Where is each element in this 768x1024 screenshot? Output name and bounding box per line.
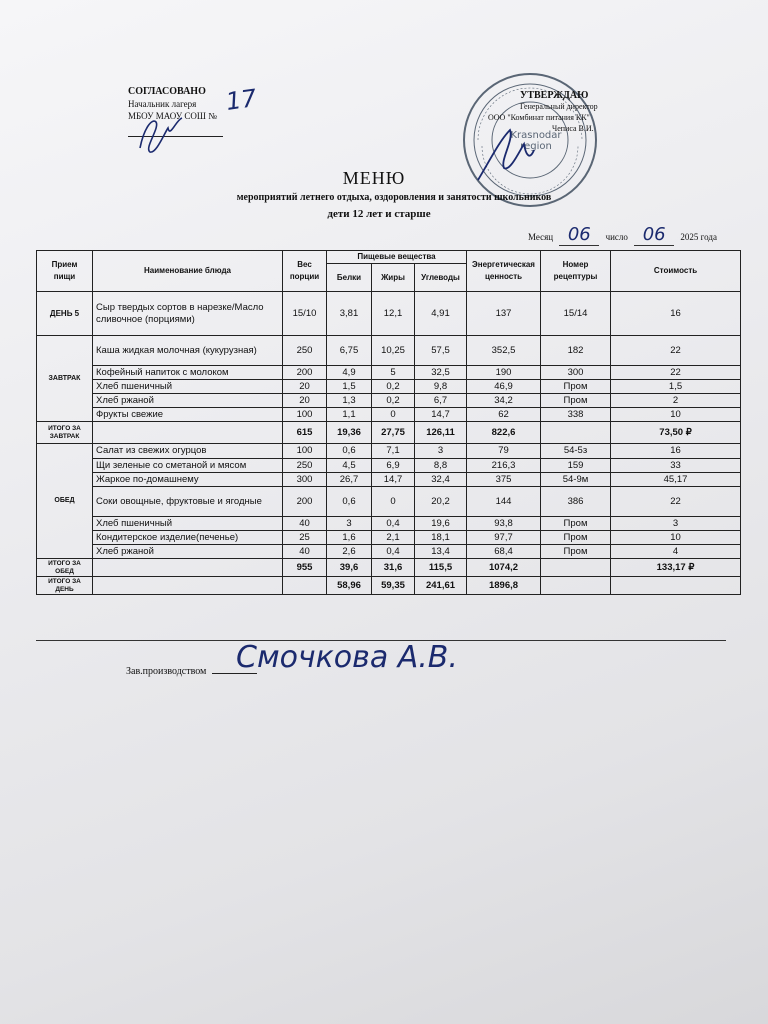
cell-recipe: 15/14 bbox=[541, 292, 611, 336]
school-number-handwritten: 17 bbox=[224, 84, 259, 116]
approval-title-right: УТВЕРЖДАЮ bbox=[520, 90, 589, 101]
table-row bbox=[37, 545, 741, 559]
cell-recipe: Пром bbox=[541, 517, 611, 531]
cell-weight: 25 bbox=[283, 531, 327, 545]
table-row bbox=[37, 394, 741, 408]
day-value: 06 bbox=[634, 224, 674, 246]
cell-protein: 1,5 bbox=[327, 380, 372, 394]
cell-recipe: Пром bbox=[541, 380, 611, 394]
cell-protein: 0,6 bbox=[327, 444, 372, 459]
footer-label: Зав.производством bbox=[126, 666, 207, 677]
year-label: 2025 года bbox=[680, 232, 717, 242]
cell-recipe: 54-5з bbox=[541, 444, 611, 459]
table-row bbox=[37, 444, 741, 459]
cell-recipe: 54-9м bbox=[541, 473, 611, 487]
approval-position-right: Генеральный директор bbox=[520, 102, 598, 111]
cell-energy: 46,9 bbox=[467, 380, 541, 394]
table-row bbox=[37, 473, 741, 487]
signature-left-icon bbox=[130, 108, 190, 158]
table-row bbox=[37, 517, 741, 531]
cell-fat: 0 bbox=[372, 487, 415, 517]
cell-protein: 2,6 bbox=[327, 545, 372, 559]
cell-cost: 133,17 ₽ bbox=[611, 559, 741, 577]
cell-energy: 190 bbox=[467, 366, 541, 380]
cell-fat: 0,4 bbox=[372, 545, 415, 559]
table-row-total bbox=[37, 559, 741, 577]
month-value: 06 bbox=[559, 224, 599, 246]
cell-weight: 300 bbox=[283, 473, 327, 487]
cell-fat: 12,1 bbox=[372, 292, 415, 336]
dish-name: Каша жидкая молочная (кукурузная) bbox=[93, 336, 283, 366]
cell-protein: 26,7 bbox=[327, 473, 372, 487]
cell-weight: 615 bbox=[283, 422, 327, 444]
cell-fat: 5 bbox=[372, 366, 415, 380]
cell-carbs: 57,5 bbox=[415, 336, 467, 366]
cell-energy: 97,7 bbox=[467, 531, 541, 545]
cell-carbs: 20,2 bbox=[415, 487, 467, 517]
dish-name: Салат из свежих огурцов bbox=[93, 444, 283, 459]
cell-weight: 200 bbox=[283, 487, 327, 517]
cell-fat: 59,35 bbox=[372, 577, 415, 595]
cell-weight: 20 bbox=[283, 394, 327, 408]
cell-energy: 352,5 bbox=[467, 336, 541, 366]
cell-energy: 93,8 bbox=[467, 517, 541, 531]
header-recipe: Номер рецептуры bbox=[541, 251, 611, 292]
dish-name: Сыр твердых сортов в нарезке/Масло сливочное (порциями) bbox=[93, 292, 283, 336]
day-label: ДЕНЬ 5 bbox=[37, 292, 93, 336]
cell-energy: 822,6 bbox=[467, 422, 541, 444]
cell-weight: 40 bbox=[283, 545, 327, 559]
cell-protein: 6,75 bbox=[327, 336, 372, 366]
cell-protein: 1,3 bbox=[327, 394, 372, 408]
meal-breakfast: ЗАВТРАК bbox=[37, 336, 93, 422]
cell-weight: 250 bbox=[283, 336, 327, 366]
approval-name-right: Чеписа В.И. bbox=[552, 124, 594, 133]
table-row bbox=[37, 380, 741, 394]
cell-protein: 3,81 bbox=[327, 292, 372, 336]
cell-recipe: 338 bbox=[541, 408, 611, 422]
cell-energy: 216,3 bbox=[467, 459, 541, 473]
cell-recipe: 386 bbox=[541, 487, 611, 517]
cell-cost: 73,50 ₽ bbox=[611, 422, 741, 444]
header-dish: Наименование блюда bbox=[93, 251, 283, 292]
approval-title-left: СОГЛАСОВАНО bbox=[128, 86, 206, 97]
page-subtitle: мероприятий летнего отдыха, оздоровления и занятости школьников bbox=[236, 192, 552, 203]
cell-energy: 79 bbox=[467, 444, 541, 459]
table-row bbox=[37, 459, 741, 473]
cell-fat: 6,9 bbox=[372, 459, 415, 473]
cell-cost: 16 bbox=[611, 444, 741, 459]
header-carbs: Углеводы bbox=[415, 264, 467, 292]
meal-lunch: ОБЕД bbox=[37, 444, 93, 559]
dish-name: Щи зеленые со сметаной и мясом bbox=[93, 459, 283, 473]
cell-protein: 39,6 bbox=[327, 559, 372, 577]
cell-protein: 3 bbox=[327, 517, 372, 531]
approval-org-right: ООО "Комбинат питания КК" bbox=[488, 113, 590, 122]
header-nutrients: Пищевые вещества bbox=[327, 251, 467, 264]
footer-signature: Смочкова А.В. bbox=[236, 640, 458, 675]
table-row-total bbox=[37, 577, 741, 595]
cell-cost: 10 bbox=[611, 531, 741, 545]
age-group: дети 12 лет и старше bbox=[327, 208, 431, 220]
cell-protein: 4,5 bbox=[327, 459, 372, 473]
cell-fat: 7,1 bbox=[372, 444, 415, 459]
cell-carbs: 241,61 bbox=[415, 577, 467, 595]
cell-energy: 137 bbox=[467, 292, 541, 336]
cell-protein: 58,96 bbox=[327, 577, 372, 595]
cell-carbs: 115,5 bbox=[415, 559, 467, 577]
dish-name: Соки овощные, фруктовые и ягодные bbox=[93, 487, 283, 517]
cell-fat: 27,75 bbox=[372, 422, 415, 444]
cell-carbs: 4,91 bbox=[415, 292, 467, 336]
cell-cost: 2 bbox=[611, 394, 741, 408]
stamp-text: Krasnodar region bbox=[510, 130, 562, 152]
dish-name: Кондитерское изделие(печенье) bbox=[93, 531, 283, 545]
total-label: ИТОГО ЗА ЗАВТРАК bbox=[37, 422, 93, 444]
dish-name: Фрукты свежие bbox=[93, 408, 283, 422]
page-title: МЕНЮ bbox=[342, 168, 406, 188]
cell-carbs: 8,8 bbox=[415, 459, 467, 473]
cell-cost: 10 bbox=[611, 408, 741, 422]
dish-name: Кофейный напиток с молоком bbox=[93, 366, 283, 380]
cell-cost: 4 bbox=[611, 545, 741, 559]
cell-weight: 100 bbox=[283, 408, 327, 422]
cell-energy: 375 bbox=[467, 473, 541, 487]
date-line bbox=[528, 224, 717, 246]
cell-weight: 40 bbox=[283, 517, 327, 531]
cell-carbs: 13,4 bbox=[415, 545, 467, 559]
dish-name: Хлеб ржаной bbox=[93, 394, 283, 408]
cell-cost: 16 bbox=[611, 292, 741, 336]
cell-cost: 33 bbox=[611, 459, 741, 473]
dish-name: Хлеб пшеничный bbox=[93, 380, 283, 394]
cell-protein: 19,36 bbox=[327, 422, 372, 444]
cell-cost: 1,5 bbox=[611, 380, 741, 394]
cell-cost: 22 bbox=[611, 336, 741, 366]
table-row-total bbox=[37, 422, 741, 444]
cell-cost: 22 bbox=[611, 487, 741, 517]
cell-weight: 955 bbox=[283, 559, 327, 577]
cell-carbs: 6,7 bbox=[415, 394, 467, 408]
cell-energy: 144 bbox=[467, 487, 541, 517]
cell-fat: 31,6 bbox=[372, 559, 415, 577]
cell-protein: 1,6 bbox=[327, 531, 372, 545]
header-protein: Белки bbox=[327, 264, 372, 292]
cell-recipe: Пром bbox=[541, 394, 611, 408]
cell-carbs: 3 bbox=[415, 444, 467, 459]
header-cost: Стоимость bbox=[611, 251, 741, 292]
cell-protein: 0,6 bbox=[327, 487, 372, 517]
dish-name: Жаркое по-домашнему bbox=[93, 473, 283, 487]
month-label: Месяц bbox=[528, 232, 554, 242]
cell-energy: 1074,2 bbox=[467, 559, 541, 577]
header-energy: Энергетическая ценность bbox=[467, 251, 541, 292]
cell-carbs: 19,6 bbox=[415, 517, 467, 531]
menu-table bbox=[36, 250, 741, 595]
cell-energy: 34,2 bbox=[467, 394, 541, 408]
cell-carbs: 14,7 bbox=[415, 408, 467, 422]
approval-org-left: МБОУ МАОУ СОШ № bbox=[128, 111, 217, 121]
table-row bbox=[37, 531, 741, 545]
table-row bbox=[37, 366, 741, 380]
cell-recipe: 159 bbox=[541, 459, 611, 473]
dish-name: Хлеб пшеничный bbox=[93, 517, 283, 531]
day-label: число bbox=[605, 232, 628, 242]
cell-fat: 2,1 bbox=[372, 531, 415, 545]
header-weight: Вес порции bbox=[283, 251, 327, 292]
cell-carbs: 9,8 bbox=[415, 380, 467, 394]
cell-protein: 1,1 bbox=[327, 408, 372, 422]
table-row bbox=[37, 292, 741, 336]
cell-recipe: Пром bbox=[541, 545, 611, 559]
cell-cost: 45,17 bbox=[611, 473, 741, 487]
cell-fat: 0,2 bbox=[372, 394, 415, 408]
dish-name: Хлеб ржаной bbox=[93, 545, 283, 559]
table-row bbox=[37, 487, 741, 517]
table-row bbox=[37, 408, 741, 422]
approval-block-right bbox=[488, 90, 598, 134]
cell-weight: 100 bbox=[283, 444, 327, 459]
cell-weight: 200 bbox=[283, 366, 327, 380]
cell-fat: 14,7 bbox=[372, 473, 415, 487]
cell-energy: 62 bbox=[467, 408, 541, 422]
header-meal: Прием пищи bbox=[37, 251, 93, 292]
cell-carbs: 32,5 bbox=[415, 366, 467, 380]
table-row bbox=[37, 336, 741, 366]
cell-fat: 0,4 bbox=[372, 517, 415, 531]
cell-protein: 4,9 bbox=[327, 366, 372, 380]
cell-carbs: 32,4 bbox=[415, 473, 467, 487]
cell-cost: 22 bbox=[611, 366, 741, 380]
cell-weight: 15/10 bbox=[283, 292, 327, 336]
cell-fat: 10,25 bbox=[372, 336, 415, 366]
approval-position-left: Начальник лагеря bbox=[128, 99, 197, 109]
cell-carbs: 126,11 bbox=[415, 422, 467, 444]
cell-weight: 20 bbox=[283, 380, 327, 394]
cell-recipe: Пром bbox=[541, 531, 611, 545]
cell-weight: 250 bbox=[283, 459, 327, 473]
cell-fat: 0 bbox=[372, 408, 415, 422]
total-label: ИТОГО ЗА ДЕНЬ bbox=[37, 577, 93, 595]
cell-cost: 3 bbox=[611, 517, 741, 531]
header-fat: Жиры bbox=[372, 264, 415, 292]
cell-recipe: 300 bbox=[541, 366, 611, 380]
cell-energy: 1896,8 bbox=[467, 577, 541, 595]
cell-energy: 68,4 bbox=[467, 545, 541, 559]
total-label: ИТОГО ЗА ОБЕД bbox=[37, 559, 93, 577]
cell-carbs: 18,1 bbox=[415, 531, 467, 545]
cell-recipe: 182 bbox=[541, 336, 611, 366]
cell-fat: 0,2 bbox=[372, 380, 415, 394]
